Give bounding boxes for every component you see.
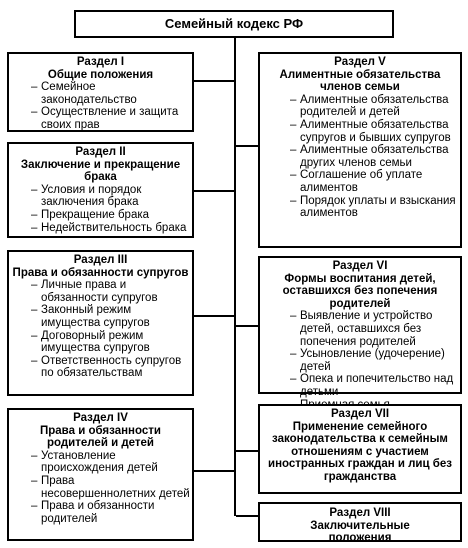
section-number: Раздел I [76, 56, 125, 68]
list-item: – Алиментные обязательства супругов и бывших супругов [260, 119, 460, 144]
section-number: Раздел II [75, 146, 126, 158]
section-number: Раздел VIII [329, 507, 391, 519]
section-card-8 [258, 502, 462, 545]
title-text: Семейный кодекс РФ [164, 15, 304, 31]
connector-section-6 [236, 325, 259, 327]
list-item: – Алиментные обязательства родителей и детей [260, 94, 460, 119]
connector-section-4 [193, 470, 234, 472]
section-card-4 [7, 408, 194, 541]
section-items [9, 81, 192, 131]
list-item: – Законный режим имущества супругов [9, 304, 192, 329]
list-item: – Права несовершеннолетних детей [9, 475, 192, 500]
section-items [9, 184, 192, 234]
section-card-7 [258, 404, 462, 494]
connector-title-down [234, 36, 236, 516]
connector-section-7 [236, 450, 259, 452]
list-item: – Усыновление (удочерение) детей [260, 348, 460, 373]
list-item: – Установление происхождения детей [9, 450, 192, 475]
list-item: – Опека и попечительство над детьми [260, 373, 460, 398]
section-items [9, 279, 192, 380]
section-name: Права и обязанности супругов [12, 266, 189, 279]
section-name: Заключение и прекращение брака [20, 158, 181, 184]
section-name: Заключительные положения [310, 519, 410, 545]
section-number: Раздел VII [330, 408, 390, 420]
section-card-1 [7, 52, 194, 132]
list-item: – Соглашение об уплате алиментов [260, 169, 460, 194]
section-card-5 [258, 52, 462, 248]
list-item: – Семейное законодательство [9, 81, 192, 106]
list-item: – Личные права и обязанности супругов [9, 279, 192, 304]
list-item: – Условия и порядок заключения брака [9, 184, 192, 209]
connector-section-8 [236, 515, 259, 517]
section-number: Раздел III [73, 254, 128, 266]
section-number: Раздел IV [73, 412, 128, 424]
section-card-6 [258, 256, 462, 398]
connector-section-5 [236, 145, 259, 147]
section-name: Права и обязанности родителей и детей [40, 424, 161, 450]
connector-section-3 [193, 315, 234, 317]
list-item: – Выявление и устройство детей, оставшихся без попечения родителей [260, 310, 460, 348]
section-card-2 [7, 142, 194, 238]
section-name: Общие положения [47, 68, 154, 81]
section-items [260, 94, 460, 220]
list-item: – Порядок уплаты и взыскания алиментов [260, 195, 460, 220]
list-item: – Недействительность брака [9, 222, 192, 235]
list-item: – Осуществление и защита своих прав [9, 106, 192, 131]
section-name: Формы воспитания детей, оставшихся без попечения родителей [282, 272, 438, 310]
section-card-3 [7, 250, 194, 396]
section-name: Алиментные обязательства членов семьи [279, 68, 441, 94]
list-item: – Алиментные обязательства других членов семьи [260, 144, 460, 169]
list-item: – Договорный режим имущества супругов [9, 330, 192, 355]
diagram-title [74, 10, 394, 38]
list-item: – Ответственность супругов по обязательствам [9, 355, 192, 380]
connector-section-1 [193, 80, 234, 82]
section-number: Раздел V [334, 56, 386, 68]
connector-section-2 [193, 190, 234, 192]
list-item: – Прекращение брака [9, 209, 192, 222]
section-items [260, 310, 460, 411]
section-items [9, 450, 192, 526]
list-item: – Права и обязанности родителей [9, 500, 192, 525]
section-name: Применение семейного законодательства к семейным отношениям с участием иностранных граждан и лиц без гражданства [268, 420, 452, 483]
section-number: Раздел VI [332, 260, 388, 272]
